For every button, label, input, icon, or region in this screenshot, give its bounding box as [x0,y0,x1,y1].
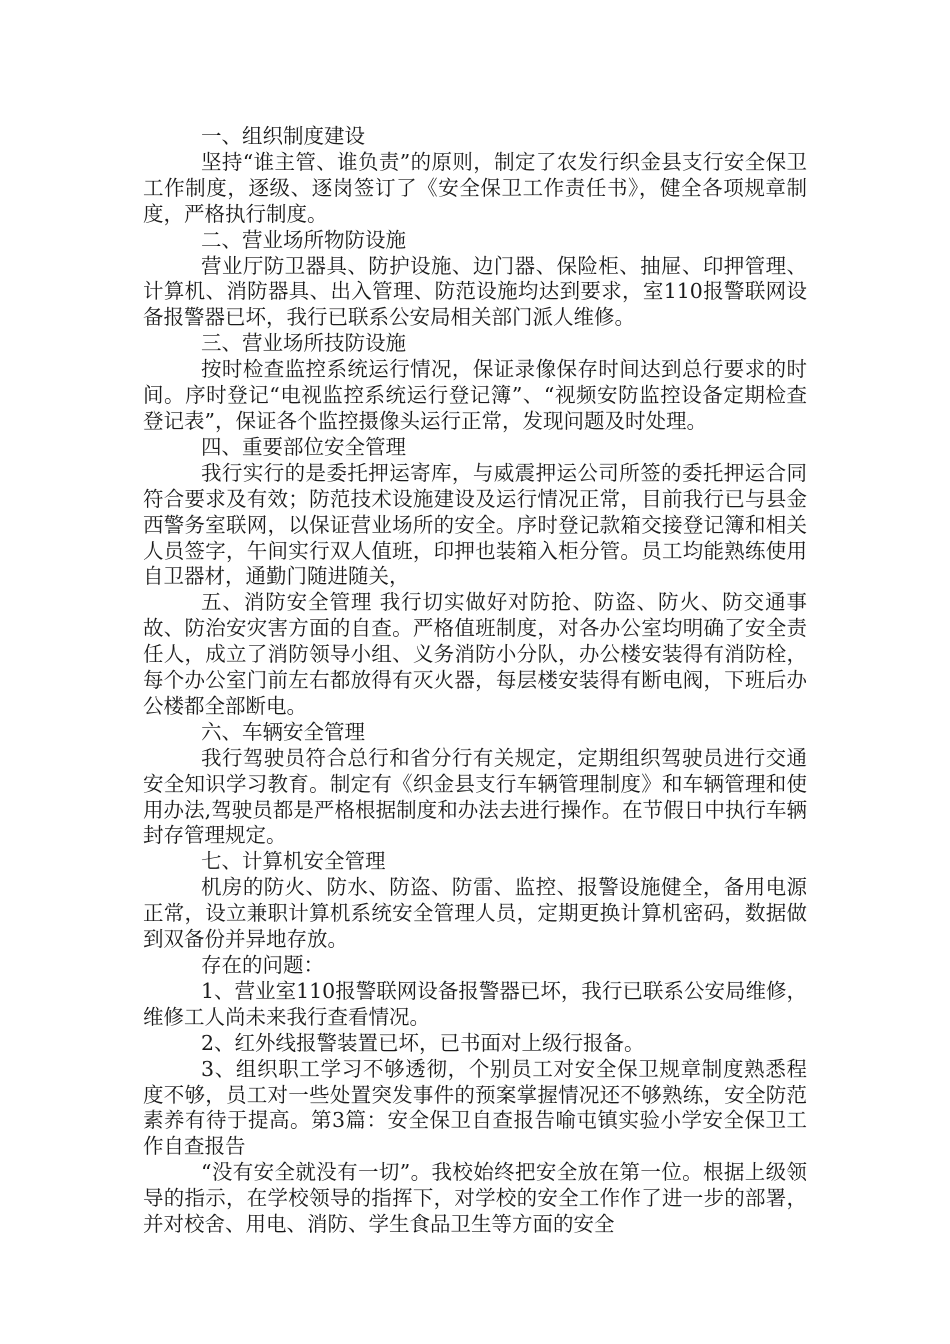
problem-item-3: 3、组织职工学习不够透彻，个别员工对安全保卫规章制度熟悉程度不够，员工对一些处置突发事件的预案掌握情况还不够熟练，安全防范素养有待于提高。第3篇：安全保卫自查报告喻屯镇实验小学安全保卫工作自查报告 [143,1056,807,1159]
problem-item-2: 2、红外线报警装置已坏，已书面对上级行报备。 [201,1030,645,1055]
section-heading-technical-defense: 三、营业场所技防设施 [201,331,406,356]
section-heading-computer-safety: 七、计算机安全管理 [201,849,386,874]
section-heading-vehicle-safety: 六、车辆安全管理 [201,719,365,744]
paragraph-key-areas: 我行实行的是委托押运寄库，与威震押运公司所签的委托押运合同符合要求及有效；防范技术设施建设及运行情况正常，目前我行已与县金西警务室联网，以保证营业场所的安全。序时登记款箱交接登记簿和相关人员签字，午间实行双人值班，印押也装箱入柜分管。员工均能熟练使用自卫器材，通勤门随进随关， [143,460,807,589]
problem-item-1: 1、营业室110报警联网设备报警器已坏，我行已联系公安局维修，维修工人尚未来我行查看情况。 [143,978,807,1029]
section-heading-physical-defense: 二、营业场所物防设施 [201,227,406,252]
paragraph-fire-safety: 五、消防安全管理 我行切实做好对防抢、防盗、防火、防交通事故、防治安灾害方面的自查。严格值班制度，对各办公室均明确了安全责任人，成立了消防领导小组、义务消防小分队，办公楼安装得有消防栓，每个办公室门前左右都放得有灭火器，每层楼安装得有断电阀，下班后办公楼都全部断电。 [143,590,807,718]
section-heading-key-areas: 四、重要部位安全管理 [201,434,406,459]
paragraph-computer-safety: 机房的防火、防水、防盗、防雷、监控、报警设施健全，备用电源正常，设立兼职计算机系统安全管理人员，定期更换计算机密码，数据做到双备份并异地存放。 [143,875,807,952]
paragraph-organization: 坚持“谁主管、谁负责”的原则，制定了农发行织金县支行安全保卫工作制度，逐级、逐岗签订了《安全保卫工作责任书》，健全各项规章制度，严格执行制度。 [143,149,807,226]
document-body [143,124,807,1238]
section-heading-organization: 一、组织制度建设 [201,124,365,148]
paragraph-school-report: “没有安全就没有一切”。我校始终把安全放在第一位。根据上级领导的指示，在学校领导的指挥下，对学校的安全工作作了进一步的部署，并对校舍、用电、消防、学生食品卫生等方面的安全 [143,1160,807,1237]
paragraph-technical-defense: 按时检查监控系统运行情况，保证录像保存时间达到总行要求的时间。序时登记“电视监控系统运行登记簿”、“视频安防监控设备定期检查登记表”，保证各个监控摄像头运行正常，发现问题及时处理。 [143,357,807,433]
paragraph-physical-defense: 营业厅防卫器具、防护设施、边门器、保险柜、抽屉、印押管理、计算机、消防器具、出入管理、防范设施均达到要求，室110报警联网设备报警器已坏，我行已联系公安局相关部门派人维修。 [143,253,807,330]
paragraph-vehicle-safety: 我行驾驶员符合总行和省分行有关规定，定期组织驾驶员进行交通安全知识学习教育。制定有《织金县支行车辆管理制度》和车辆管理和使用办法,驾驶员都是严格根据制度和办法去进行操作。在节假日中执行车辆封存管理规定。 [143,745,807,848]
section-heading-problems: 存在的问题： [201,953,324,977]
